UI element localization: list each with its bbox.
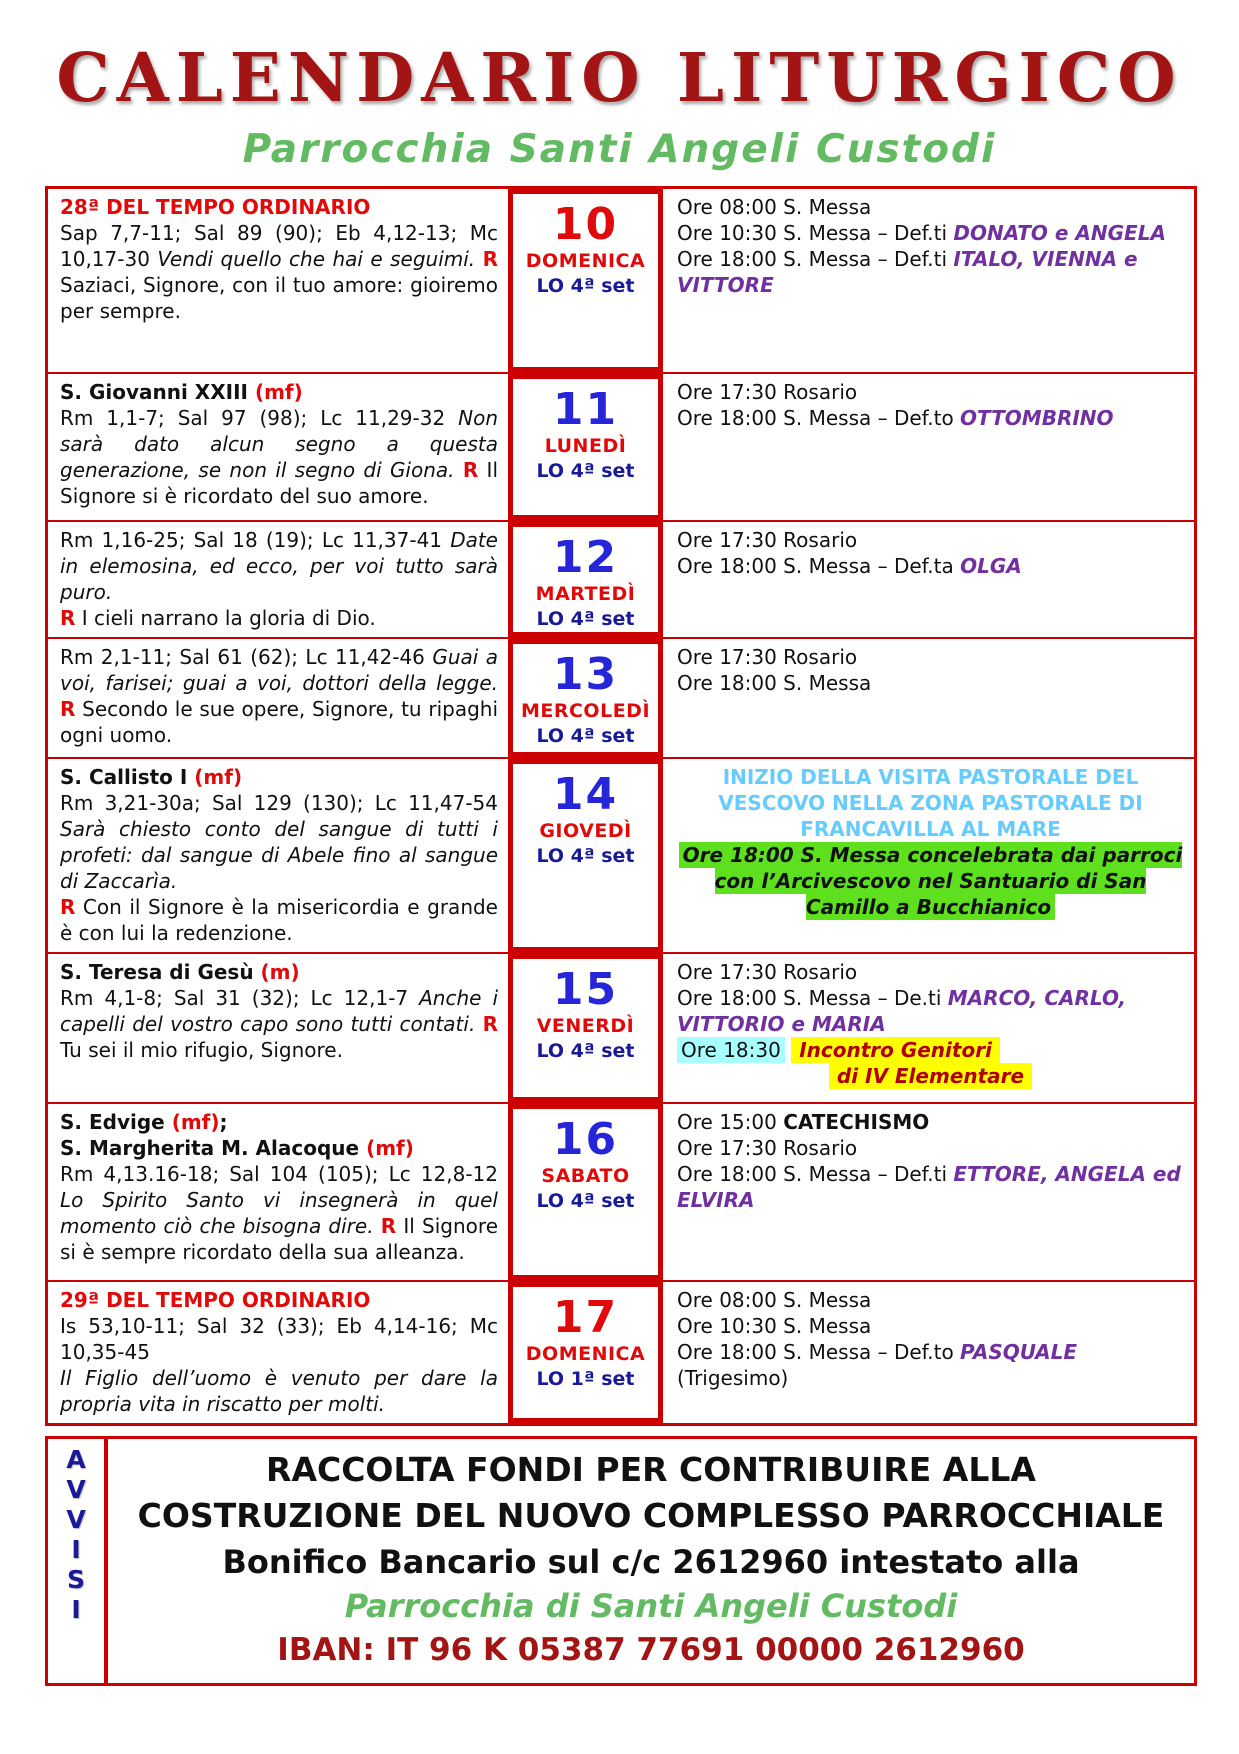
text-segment: R (60, 697, 76, 722)
date-cell (508, 639, 663, 757)
day-row (48, 372, 1194, 520)
text-line (60, 220, 498, 324)
text-segment: Ore 17:30 Rosario (677, 528, 858, 552)
text-line (60, 379, 498, 405)
lo-week-label: LO 4ª set (536, 608, 635, 631)
text-segment: R (462, 458, 479, 482)
schedule-cell (663, 639, 1194, 757)
text-segment: Date in elemosina, ed ecco, per voi tutto sarà puro. (60, 528, 498, 604)
text-segment: (mf) (194, 765, 243, 790)
text-line (677, 1135, 1184, 1161)
text-line (677, 764, 1184, 842)
readings-cell (48, 522, 508, 637)
text-segment: Rm 1,1-7; Sal 97 (98); Lc 11,29-32 (60, 406, 459, 430)
text-line (677, 553, 1184, 579)
text-segment: ETTORE, ANGELA ed ELVIRA (677, 1162, 1181, 1213)
text-line (677, 379, 1184, 405)
day-row (48, 637, 1194, 757)
text-line (677, 405, 1184, 431)
text-segment: Anche i capelli del vostro capo sono tutti contati. (60, 986, 498, 1037)
text-segment: R (60, 895, 76, 920)
day-row (48, 952, 1194, 1102)
day-number: 14 (552, 769, 619, 821)
text-line (60, 1109, 498, 1135)
calendar-table (45, 186, 1197, 1426)
text-segment: S. Margherita M. Alacoque (60, 1136, 367, 1161)
lo-week-label: LO 4ª set (536, 460, 635, 483)
lo-week-label: LO 4ª set (536, 725, 635, 748)
text-segment: Ore 18:00 S. Messa – Def.to (677, 1340, 961, 1365)
text-segment: (mf) (366, 1136, 414, 1161)
text-segment: Ore 18:00 S. Messa – Def.ta (677, 554, 961, 578)
text-segment: R (482, 1012, 498, 1037)
text-segment: Incontro Genitori (791, 1037, 1000, 1063)
date-cell (508, 189, 663, 372)
text-segment: Ore 18:00 S. Messa – De.ti (677, 986, 948, 1011)
text-segment: Saziaci, Signore, con il tuo amore: gioiremo per sempre. (60, 273, 498, 323)
day-number: 16 (552, 1114, 619, 1166)
text-line (60, 959, 498, 985)
text-line (60, 764, 498, 790)
day-row (48, 1280, 1194, 1423)
text-line (677, 1109, 1184, 1135)
text-segment: Ore 18:00 S. Messa – Def.ti (677, 247, 954, 271)
text-line (677, 985, 1184, 1037)
day-number: 13 (552, 649, 619, 701)
day-number: 12 (552, 532, 619, 583)
avvisi-line: Bonifico Bancario sul c/c 2612960 intestato alla (222, 1542, 1080, 1581)
text-line (677, 1037, 1184, 1063)
text-line (677, 1287, 1184, 1313)
text-segment: Rm 4,13.16-18; Sal 104 (105); Lc 12,8-12 (60, 1162, 498, 1187)
text-segment: Guai a voi, farisei; guai a voi, dottori della legge. (60, 645, 498, 696)
page-title: CALENDARIO LITURGICO (56, 38, 1183, 117)
avvisi-letter: A (66, 1445, 86, 1475)
text-line (677, 246, 1184, 298)
text-segment: DONATO e ANGELA (953, 221, 1166, 245)
text-segment: Ore 18:00 S. Messa – Def.ti (677, 1162, 954, 1187)
text-line (60, 405, 498, 509)
text-segment: Sarà chiesto conto del sangue di tutti i profeti: dal sangue di Abele fino al sangue di Zaccarìa. (60, 817, 498, 894)
text-segment: R (60, 606, 76, 630)
text-segment: R (482, 247, 499, 271)
text-line (60, 1365, 498, 1417)
text-segment: Ore 10:30 S. Messa (677, 1314, 872, 1339)
text-segment: Ore 08:00 S. Messa (677, 195, 872, 219)
parish-subtitle: Parrocchia Santi Angeli Custodi (242, 127, 997, 172)
day-number: 15 (552, 964, 619, 1016)
weekday-label: MERCOLEDÌ (520, 700, 651, 723)
text-segment: 28ª DEL TEMPO ORDINARIO (60, 195, 371, 219)
readings-cell (48, 759, 508, 952)
text-segment: Ore 18:00 S. Messa concelebrata dai parroci con l’Arcivescovo nel Santuario di San Camillo a Bucchianico (679, 842, 1183, 920)
avvisi-letter: S (66, 1565, 85, 1595)
text-segment: R (380, 1214, 397, 1239)
text-segment: Tu sei il mio rifugio, Signore. (60, 1038, 343, 1063)
text-segment: Lo Spirito Santo vi insegnerà in quel momento ciò che bisogna dire. (60, 1188, 498, 1239)
day-row (48, 520, 1194, 637)
day-number: 10 (552, 199, 619, 250)
schedule-cell (663, 374, 1194, 520)
text-segment: OLGA (960, 554, 1022, 578)
weekday-label: MARTEDÌ (535, 583, 636, 606)
schedule-cell (663, 522, 1194, 637)
text-segment: ; (219, 1110, 228, 1135)
readings-cell (48, 639, 508, 757)
text-segment: S. Edvige (60, 1110, 172, 1135)
text-segment: Ore 17:30 Rosario (677, 645, 858, 670)
date-cell (508, 374, 663, 520)
weekday-label: DOMENICA (525, 250, 646, 273)
text-segment: S. Teresa di Gesù (60, 960, 261, 985)
text-line (677, 842, 1184, 920)
avvisi-content (108, 1439, 1194, 1682)
text-segment: Sap 7,7-11; Sal 89 (90); Eb 4,12-13; Mc 10,17-30 (60, 221, 498, 271)
readings-cell (48, 1282, 508, 1423)
avvisi-iban-line: IBAN: IT 96 K 05387 77691 00000 2612960 (277, 1632, 1025, 1669)
avvisi-line: RACCOLTA FONDI PER CONTRIBUIRE ALLA (266, 1450, 1036, 1490)
text-segment: di IV Elementare (829, 1063, 1032, 1089)
lo-week-label: LO 1ª set (536, 1368, 635, 1391)
text-line (677, 959, 1184, 985)
weekday-label: GIOVEDÌ (539, 820, 632, 843)
text-line (677, 670, 1184, 696)
text-segment: S. Giovanni XXIII (60, 380, 255, 404)
schedule-cell (663, 189, 1194, 372)
text-line (60, 527, 498, 605)
text-segment: Ore 18:30 (677, 1037, 785, 1063)
avvisi-vertical-label (48, 1439, 108, 1682)
text-segment: Is 53,10-11; Sal 32 (33); Eb 4,14-16; Mc 10,35-45 (60, 1314, 498, 1365)
schedule-cell (663, 1282, 1194, 1423)
avvisi-letter: I (71, 1595, 81, 1625)
text-line (60, 1161, 498, 1265)
text-segment: Non sarà dato alcun segno a questa generazione, se non il segno di Giona. (60, 406, 498, 482)
lo-week-label: LO 4ª set (536, 845, 635, 868)
text-segment: Il Signore si è sempre ricordato della sua alleanza. (60, 1214, 498, 1265)
text-segment: Rm 4,1-8; Sal 31 (32); Lc 12,1-7 (60, 986, 420, 1011)
text-segment: 29ª DEL TEMPO ORDINARIO (60, 1288, 371, 1313)
avvisi-section (45, 1436, 1197, 1685)
text-segment: Vendi quello che hai e seguimi. (157, 247, 483, 271)
text-line (677, 1161, 1184, 1213)
text-segment: Ore 15:00 (677, 1110, 784, 1135)
day-number: 11 (552, 384, 619, 435)
text-line (677, 1313, 1184, 1339)
readings-cell (48, 954, 508, 1102)
date-cell (508, 954, 663, 1102)
text-line (60, 194, 498, 220)
date-cell (508, 522, 663, 637)
text-segment: MARCO, CARLO, VITTORIO e MARIA (677, 986, 1127, 1037)
readings-cell (48, 1104, 508, 1280)
text-segment: S. Callisto I (60, 765, 195, 790)
lo-week-label: LO 4ª set (536, 1040, 635, 1063)
text-segment: Rm 3,21-30a; Sal 129 (130); Lc 11,47-54 (60, 791, 498, 816)
lo-week-label: LO 4ª set (536, 1190, 635, 1213)
avvisi-parish-line: Parrocchia di Santi Angeli Custodi (344, 1587, 958, 1626)
lo-week-label: LO 4ª set (536, 275, 635, 298)
text-segment: Ore 18:00 S. Messa (677, 671, 872, 696)
text-segment: PASQUALE (960, 1340, 1077, 1365)
text-segment: Ore 18:00 S. Messa – Def.to (677, 406, 961, 430)
date-cell (508, 1282, 663, 1423)
weekday-label: VENERDÌ (536, 1015, 635, 1038)
text-segment: CATECHISMO (783, 1110, 930, 1135)
date-cell (508, 759, 663, 952)
text-segment: Il Figlio dell’uomo è venuto per dare la propria vita in riscatto per molti. (60, 1366, 498, 1417)
text-line (60, 1135, 498, 1161)
text-segment: Ore 10:30 S. Messa – Def.ti (677, 221, 954, 245)
weekday-label: DOMENICA (525, 1343, 646, 1366)
text-line (677, 1339, 1184, 1365)
text-line (60, 894, 498, 946)
text-segment: (mf) (254, 380, 303, 404)
day-row (48, 1102, 1194, 1280)
day-row (48, 757, 1194, 952)
weekday-label: LUNEDÌ (544, 435, 627, 458)
text-segment: Rm 1,16-25; Sal 18 (19); Lc 11,37-41 (60, 528, 451, 552)
text-segment: ITALO, VIENNA e VITTORE (677, 247, 1138, 297)
text-line (677, 644, 1184, 670)
schedule-cell (663, 1104, 1194, 1280)
text-segment: Secondo le sue opere, Signore, tu ripaghi ogni uomo. (60, 697, 498, 748)
avvisi-letter: V (66, 1475, 86, 1505)
text-segment: (mf) (171, 1110, 220, 1135)
day-number: 17 (552, 1292, 619, 1344)
schedule-cell (663, 759, 1194, 952)
day-row (48, 189, 1194, 372)
text-line (60, 644, 498, 748)
avvisi-line: COSTRUZIONE DEL NUOVO COMPLESSO PARROCCHIALE (137, 1496, 1165, 1536)
weekday-label: SABATO (541, 1165, 630, 1188)
text-segment: Ore 17:30 Rosario (677, 380, 858, 404)
readings-cell (48, 374, 508, 520)
text-segment: Il Signore si è ricordato del suo amore. (60, 458, 498, 508)
text-line (60, 1287, 498, 1313)
avvisi-letter: I (71, 1535, 81, 1565)
text-line (677, 1365, 1184, 1391)
text-segment: (m) (260, 960, 300, 985)
text-line (60, 1313, 498, 1365)
text-segment: OTTOMBRINO (960, 406, 1114, 430)
text-line (677, 220, 1184, 246)
text-segment: Ore 17:30 Rosario (677, 960, 858, 985)
readings-cell (48, 189, 508, 372)
text-line (677, 194, 1184, 220)
text-segment: INIZIO DELLA VISITA PASTORALE DEL VESCOVO NELLA ZONA PASTORALE DI FRANCAVILLA AL MARE (718, 765, 1143, 842)
text-segment: (Trigesimo) (677, 1366, 789, 1391)
schedule-cell (663, 954, 1194, 1102)
text-segment: Con il Signore è la misericordia e grande è con lui la redenzione. (60, 895, 498, 946)
avvisi-letter: V (66, 1505, 86, 1535)
text-line (677, 527, 1184, 553)
text-segment: Rm 2,1-11; Sal 61 (62); Lc 11,42-46 (60, 645, 433, 670)
text-line (60, 985, 498, 1063)
date-cell (508, 1104, 663, 1280)
text-segment: Ore 17:30 Rosario (677, 1136, 858, 1161)
text-line (60, 605, 498, 631)
text-segment: I cieli narrano la gloria di Dio. (75, 606, 376, 630)
text-line (60, 790, 498, 894)
text-line (677, 1063, 1184, 1089)
text-segment: Ore 08:00 S. Messa (677, 1288, 872, 1313)
